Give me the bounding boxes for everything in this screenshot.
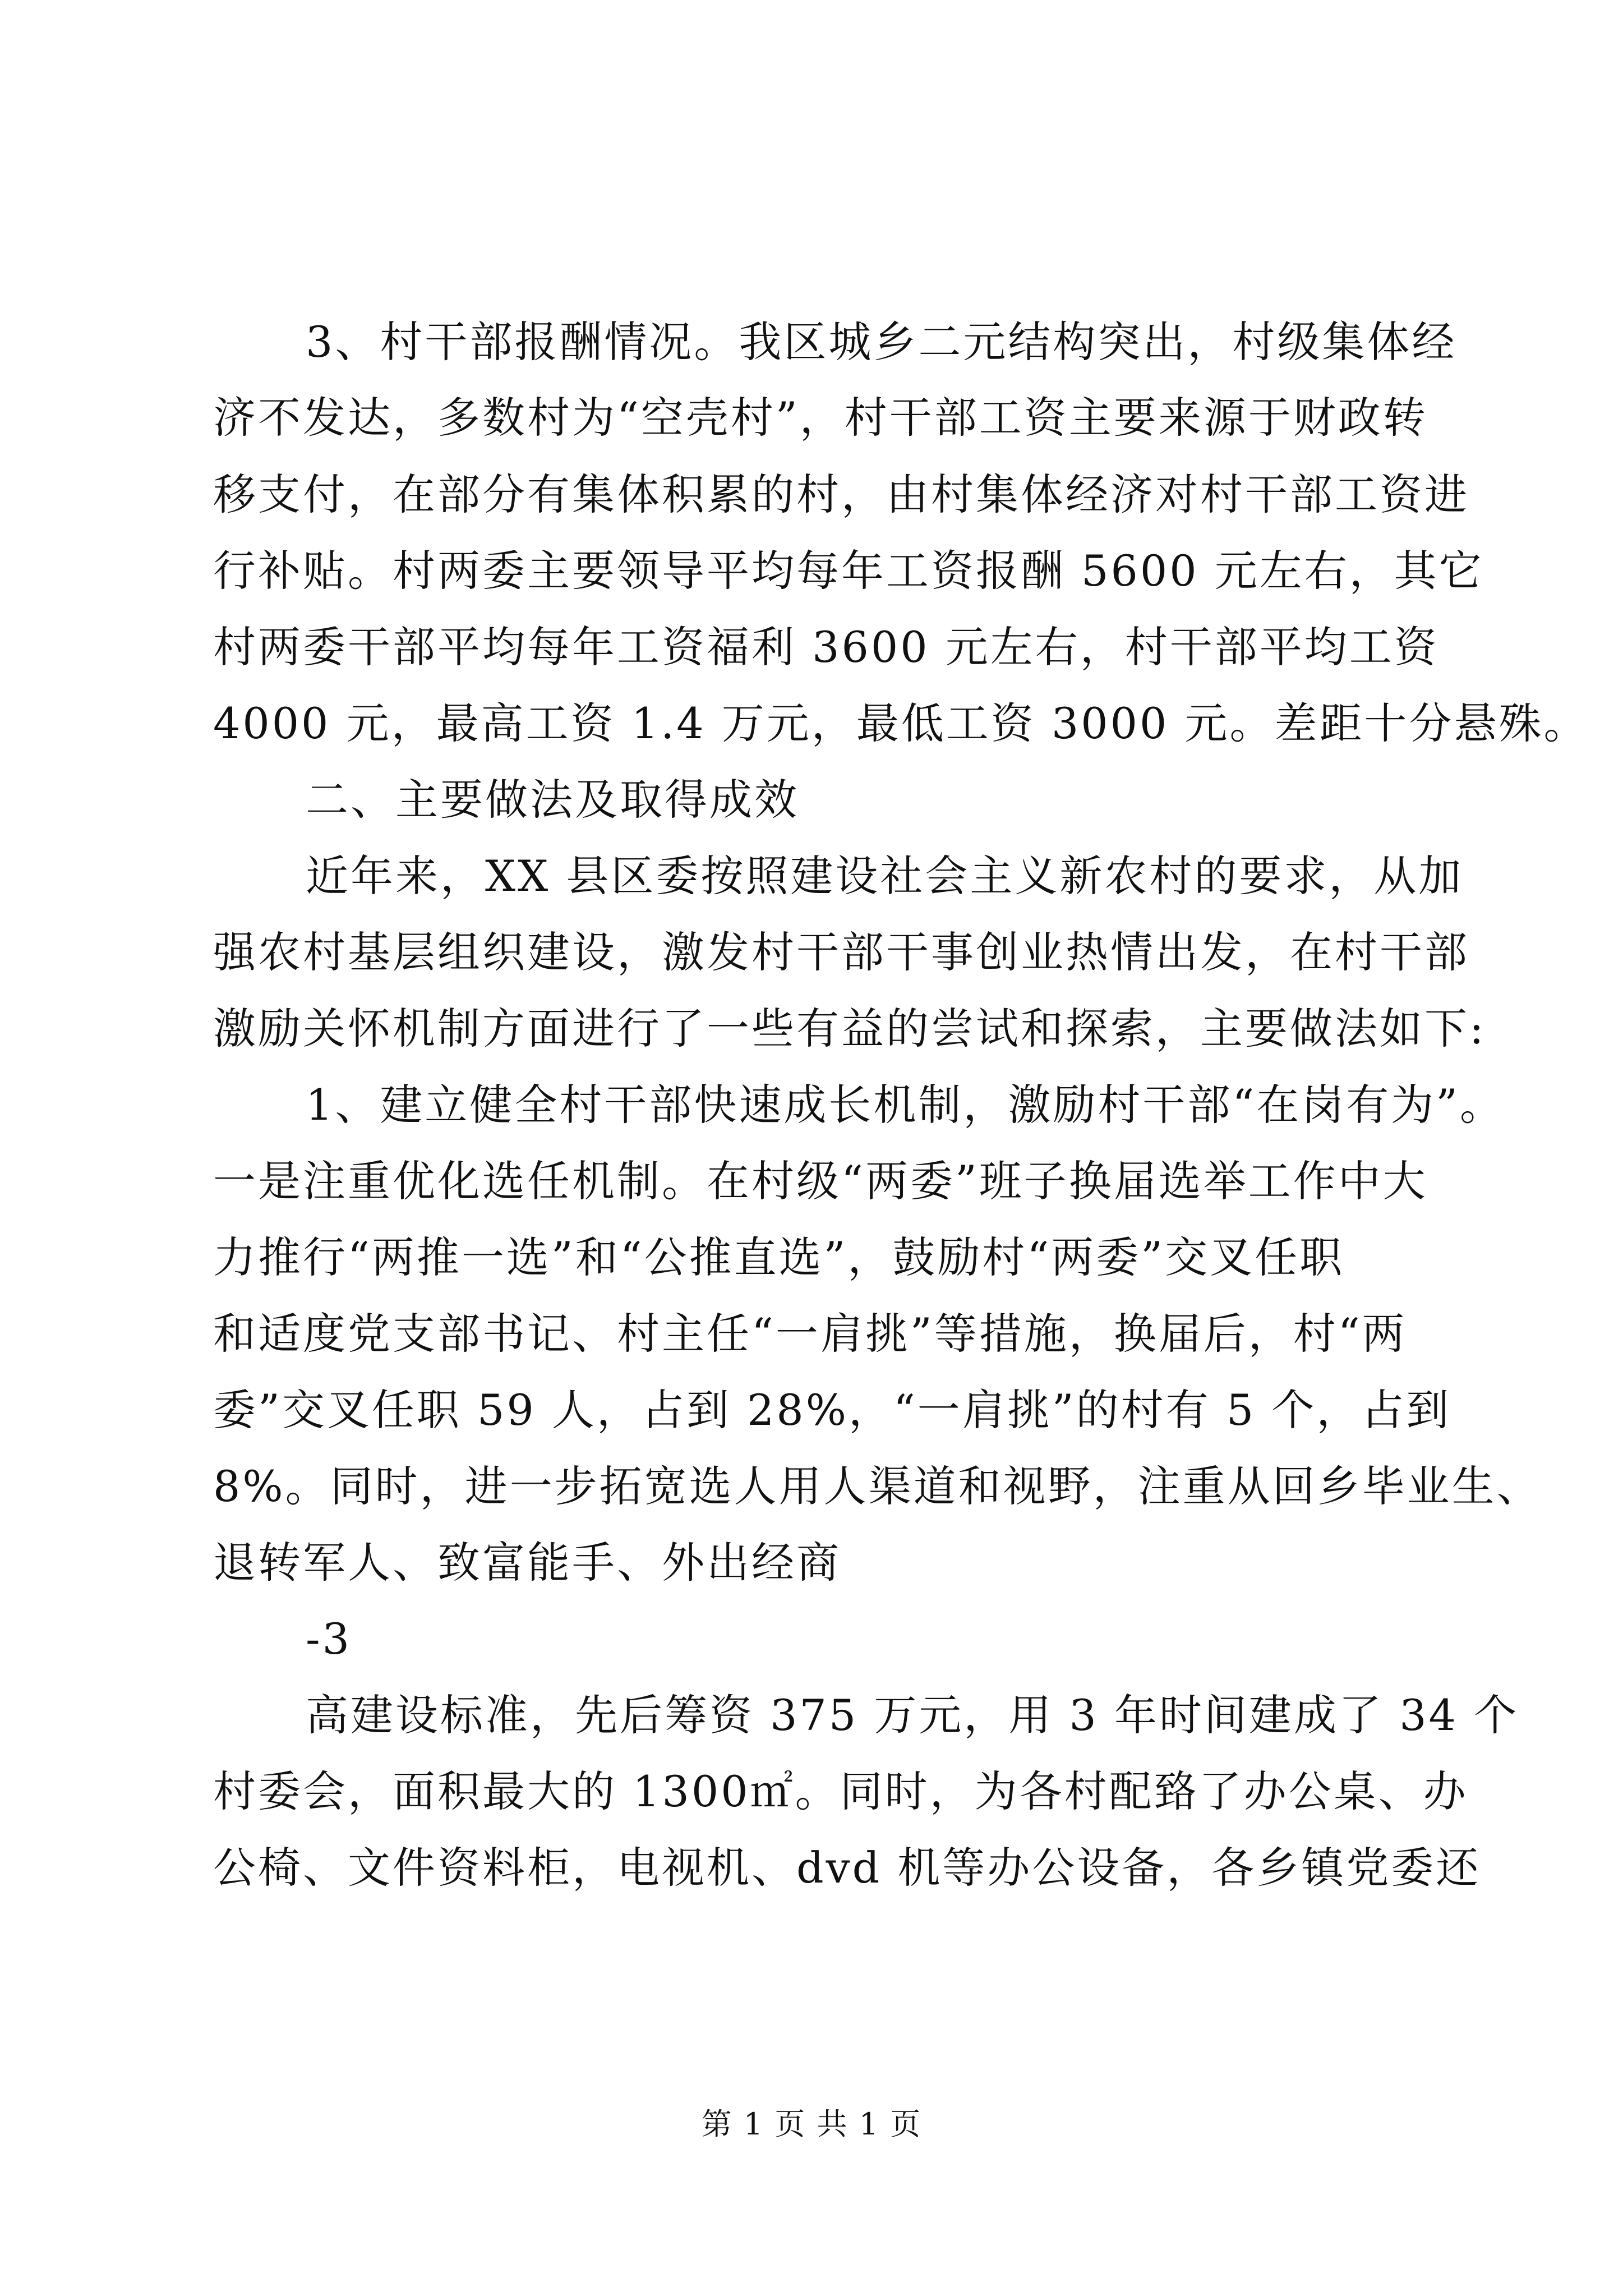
line-text: 村委会，面积最大的 1300㎡。同时，为各村配臵了办公桌、办 — [213, 1766, 1468, 1816]
line-text: 公椅、文件资料柜，电视机、dvd 机等办公设备，各乡镇党委还 — [213, 1843, 1481, 1893]
line-text: 强农村基层组织建设，激发村干部干事创业热情出发，在村干部 — [213, 927, 1469, 977]
line-text: 二、主要做法及取得成效 — [306, 775, 799, 825]
line-text: 行补贴。村两委主要领导平均每年工资报酬 5600 元左右，其它 — [213, 546, 1484, 596]
line-text: 4000 元，最高工资 1.4 万元，最低工资 3000 元。差距十分悬殊。 — [213, 698, 1589, 748]
line-text: 委”交叉任职 59 人，占到 28%，“一肩挑”的村有 5 个，占到 — [213, 1385, 1451, 1435]
line-text: 8%。同时，进一步拓宽选人用人渠道和视野，注重从回乡毕业生、 — [213, 1461, 1542, 1511]
page-footer: 第 1 页 共 1 页 — [701, 2106, 922, 2142]
line-text: 激励关怀机制方面进行了一些有益的尝试和探索，主要做法如下: — [213, 1004, 1486, 1053]
line-text: 村两委干部平均每年工资福利 3600 元左右，村干部平均工资 — [213, 622, 1439, 672]
line-text: 和适度党支部书记、村主任“一肩挑”等措施，换届后，村“两 — [213, 1309, 1407, 1359]
line-text: 济不发达，多数村为“空壳村”，村干部工资主要来源于财政转 — [213, 393, 1428, 443]
line-text: 近年来，XX 县区委按照建设社会主义新农村的要求，从加 — [306, 851, 1464, 901]
line-text: 一是注重优化选任机制。在村级“两委”班子换届选举工作中大 — [213, 1156, 1428, 1206]
line-text: 高建设标准，先后筹资 375 万元，用 3 年时间建成了 34 个 — [306, 1690, 1519, 1740]
line-text: 退转军人、致富能手、外出经商 — [213, 1538, 841, 1588]
line-text: 1、建立健全村干部快速成长机制，激励村干部“在岗有为”。 — [306, 1080, 1505, 1130]
line-text: -3 — [306, 1614, 352, 1664]
line-text: 力推行“两推一选”和“公推直选”，鼓励村“两委”交叉任职 — [213, 1232, 1345, 1282]
line-text: 移支付，在部分有集体积累的村，由村集体经济对村干部工资进 — [213, 470, 1469, 519]
line-text: 3、村干部报酬情况。我区城乡二元结构突出，村级集体经 — [306, 317, 1457, 367]
